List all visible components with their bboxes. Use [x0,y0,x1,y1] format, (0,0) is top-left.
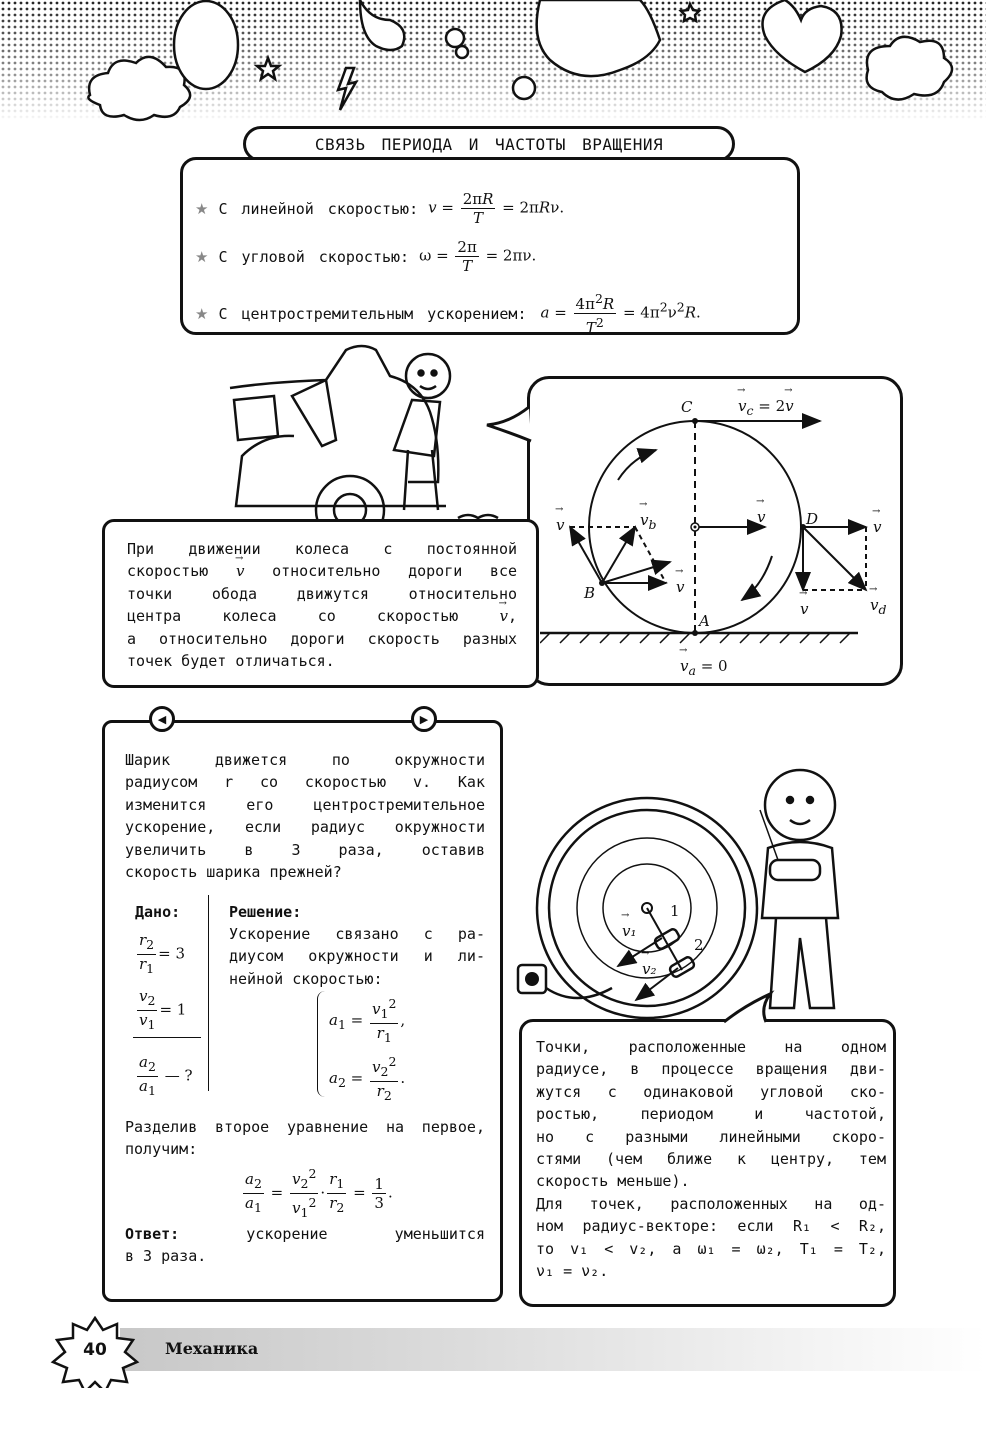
problem-box [102,720,503,1302]
label-vb: → $v_b$ [640,511,657,532]
relation-row [195,190,564,227]
divide-text: Разделив второе уравнение на первое, получим: [125,1118,485,1159]
equation-a1: $a_1$ = $\frac{v_1^2}{r_1}$ , [329,996,406,1045]
relation-row [195,290,701,337]
ratio-equation: $\frac{a_2}{a_1}$ = $\frac{v_2^2}{v_1^2}$ · $\frac{r_1}{r_2}$ = $\frac{1}{3}$ . [245,1166,393,1220]
v1-label: → v₁ [622,922,637,940]
points-info-box [519,1019,896,1307]
footer-section: Механика [165,1339,259,1358]
relation-formula-angular: ω = $\frac{2\pi}{T}$ = 2πν. [419,238,537,275]
relation-label: С угловой скоростью: [218,247,410,266]
label-v-b-horizontal: → v [676,578,684,596]
star-icon: ★ [195,304,209,323]
decorative-header [0,0,986,122]
label-va: → $v_a = 0$ [680,657,728,678]
given-divider [133,1037,201,1038]
relations-box [180,157,800,335]
relation-formula-centripetal: a = $\frac{4\pi^2R}{T^2}$ = $4\pi^2\nu^2R$. [540,291,701,337]
wheel-info-box [102,519,539,688]
solution-title: Решение: [229,903,302,921]
speech-pointer-2 [720,990,780,1024]
relation-formula-linear: v = $\frac{2\pi R}{T}$ = 2πRν. [428,190,565,227]
speech-pointer [485,405,535,445]
label-point-d: D [806,510,819,528]
relation-label: С центростремительным ускорением: [218,304,527,323]
equation-a2: $a_2$ = $\frac{v_2^2}{r_2}$ . [329,1054,406,1103]
points-info-text: Точки, расположенные на одном радиусе, в процессе вращения дви- жутся с одинаковой угловой ско- ростью, периодом и частотой, но с разными линейными скоро- стями (чем ближе к центру, тем скорость меньше). Для точек, расположенных на од- ном радиус-векторе: если R₁ < R₂, то v₁ < v₂, а ω₁ = ω₂, T₁ = T₂, ν₁ = ν₂. [536,1038,886,1281]
given-v-ratio: $\frac{v_2}{v_1}$ = 1 [139,987,187,1032]
rotating-disc-illustration [510,740,890,1025]
v2-label: → v₂ [642,960,657,978]
page-number: 40 [83,1340,107,1360]
answer: Ответ: ускорение уменьшится в 3 раза. [125,1225,485,1266]
label-v-right-d: → v [873,518,881,536]
car-2-label: 2 [694,936,704,954]
relation-row [195,238,536,275]
star-icon: ★ [195,247,209,266]
given-r-ratio: $\frac{r_2}{r_1}$ = 3 [139,931,186,976]
label-vc: → $v_c = 2\to v$ [738,397,794,418]
given-find: $\frac{a_2}{a_1}$ — ? [139,1053,193,1098]
given-solution-divider [208,895,209,1091]
label-point-c: C [681,398,693,416]
next-arrow-icon[interactable]: ▶ [411,706,437,732]
solution-text: Ускорение связано с ра- диусом окружности и ли- нейной скоростью: [229,925,485,988]
rolling-wheel-diagram [540,390,890,680]
wheel-info-text: При движении колеса с постоянной скоростью → v относительно дороги все точки обода движутся относительно центра колеса со скоростью → v, а относительно дороги скорость разных точек будет отличаться. [127,538,517,672]
label-vd: → $v_d$ [870,596,887,617]
prev-arrow-icon[interactable]: ◀ [149,706,175,732]
car-1-label: 1 [670,902,680,920]
system-brace [317,991,328,1097]
problem-statement: Шарик движется по окружности радиусом r со скоростью v. Как изменится его центростремительное ускорение, если радиус окружности увеличить в 3 раза, оставив скорость шарика прежней? [125,751,485,882]
star-icon: ★ [195,199,209,218]
label-v-center: → v [757,508,765,526]
section-title-text: СВЯЗЬ ПЕРИОДА И ЧАСТОТЫ ВРАЩЕНИЯ [314,134,664,154]
label-point-a: A [699,612,710,630]
label-v-left-b: → v [556,516,564,534]
label-point-b: B [584,584,596,602]
given-title: Дано: [135,903,181,921]
label-v-down-d: → v [800,600,808,618]
relation-label: С линейной скоростью: [218,199,419,218]
